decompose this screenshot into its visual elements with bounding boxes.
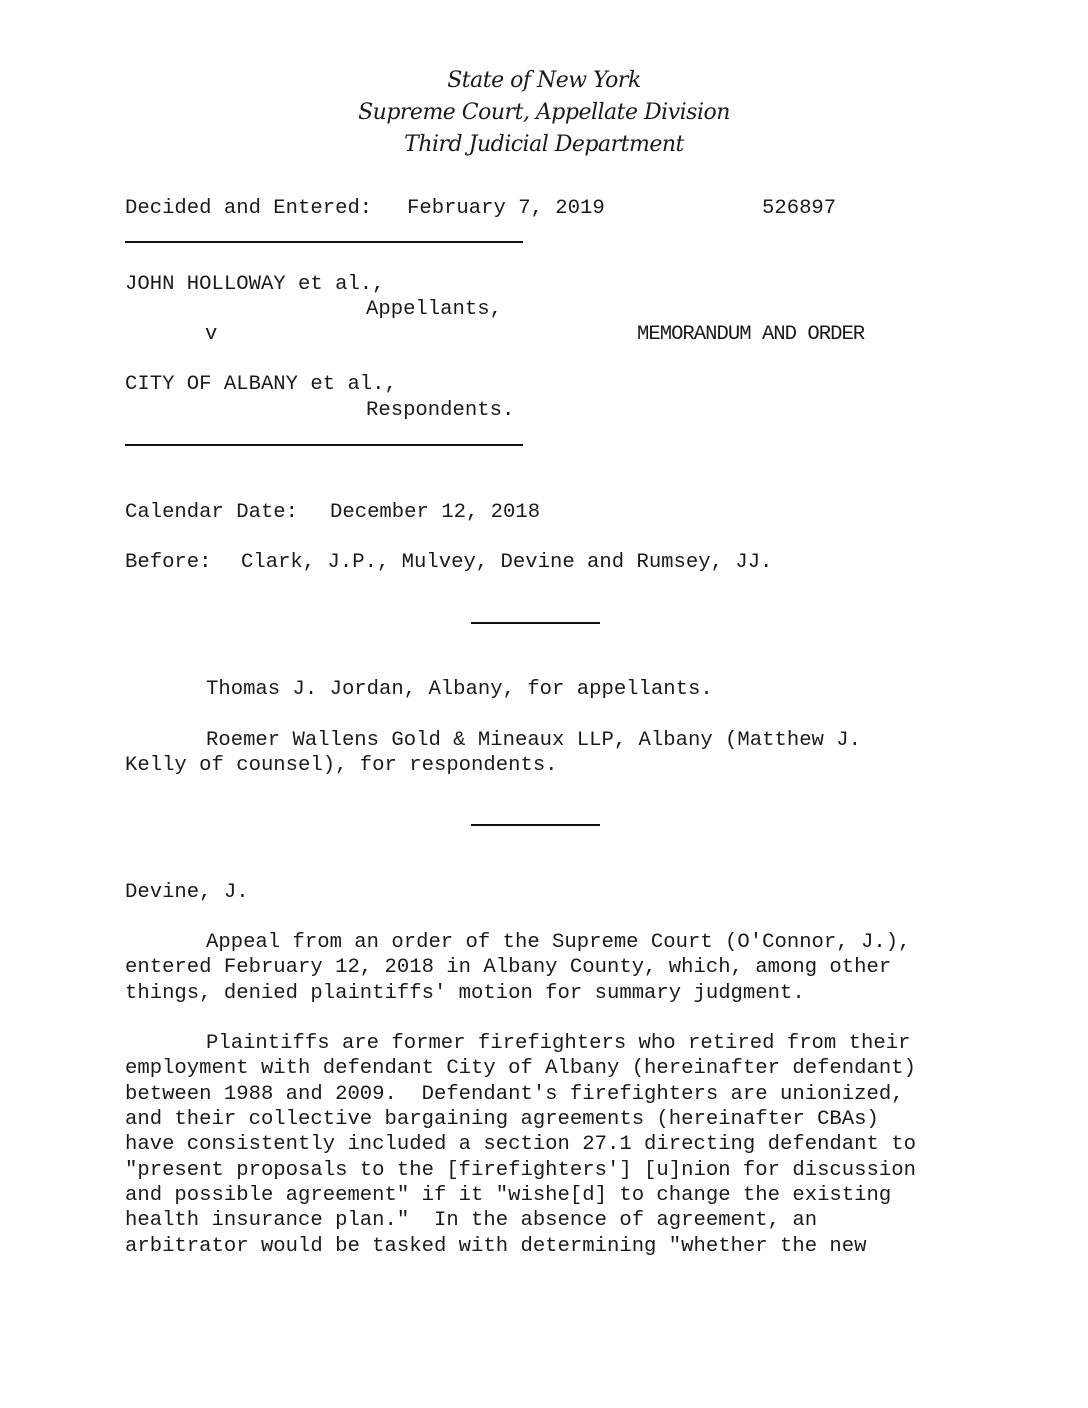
paragraph-line: Appeal from an order of the Supreme Court (O'Connor, J.), <box>206 931 911 954</box>
document-title: MEMORANDUM AND ORDER <box>637 323 865 346</box>
decided-label: Decided and Entered: <box>125 197 373 220</box>
defendants: CITY OF ALBANY et al., <box>125 373 397 396</box>
divider <box>471 824 600 826</box>
plaintiffs: JOHN HOLLOWAY et al., <box>125 273 385 296</box>
calendar-label: Calendar Date: <box>125 501 299 524</box>
paragraph-line: employment with defendant City of Albany (hereinafter defendant) <box>125 1057 916 1080</box>
court-name: Supreme Court, Appellate Division <box>358 100 730 125</box>
author: Devine, J. <box>125 881 249 904</box>
paragraph-line: entered February 12, 2018 in Albany County, which, among other <box>125 956 892 979</box>
paragraph-line: and possible agreement" if it "wishe[d] to change the existing <box>125 1184 892 1207</box>
docket-number: 526897 <box>762 197 837 220</box>
divider <box>125 444 523 446</box>
court-state: State of New York <box>447 68 641 93</box>
paragraph-line: between 1988 and 2009. Defendant's firefighters are unionized, <box>125 1083 904 1106</box>
counsel-appellants: Thomas J. Jordan, Albany, for appellants. <box>206 678 713 701</box>
before-label: Before: <box>125 551 212 574</box>
paragraph-line: "present proposals to the [firefighters'] [u]nion for discussion <box>125 1159 916 1182</box>
defendants-role: Respondents. <box>366 399 515 422</box>
plaintiffs-role: Appellants, <box>366 298 502 321</box>
calendar-date: December 12, 2018 <box>330 501 541 524</box>
paragraph-line: and their collective bargaining agreements (hereinafter CBAs) <box>125 1108 879 1131</box>
counsel-respondents: Roemer Wallens Gold & Mineaux LLP, Albany (Matthew J. <box>206 729 861 752</box>
paragraph-line: health insurance plan." In the absence of agreement, an <box>125 1209 818 1232</box>
paragraph-line: arbitrator would be tasked with determining "whether the new <box>125 1235 867 1258</box>
paragraph-line: things, denied plaintiffs' motion for summary judgment. <box>125 982 805 1005</box>
divider <box>125 241 523 243</box>
paragraph-line: have consistently included a section 27.1 directing defendant to <box>125 1133 916 1156</box>
before-judges: Clark, J.P., Mulvey, Devine and Rumsey, JJ. <box>241 551 773 574</box>
court-department: Third Judicial Department <box>404 132 684 157</box>
versus: v <box>205 323 218 346</box>
divider <box>471 622 600 624</box>
counsel-respondents: Kelly of counsel), for respondents. <box>125 754 558 777</box>
decided-date: February 7, 2019 <box>407 197 605 220</box>
paragraph-line: Plaintiffs are former firefighters who retired from their <box>206 1032 911 1055</box>
